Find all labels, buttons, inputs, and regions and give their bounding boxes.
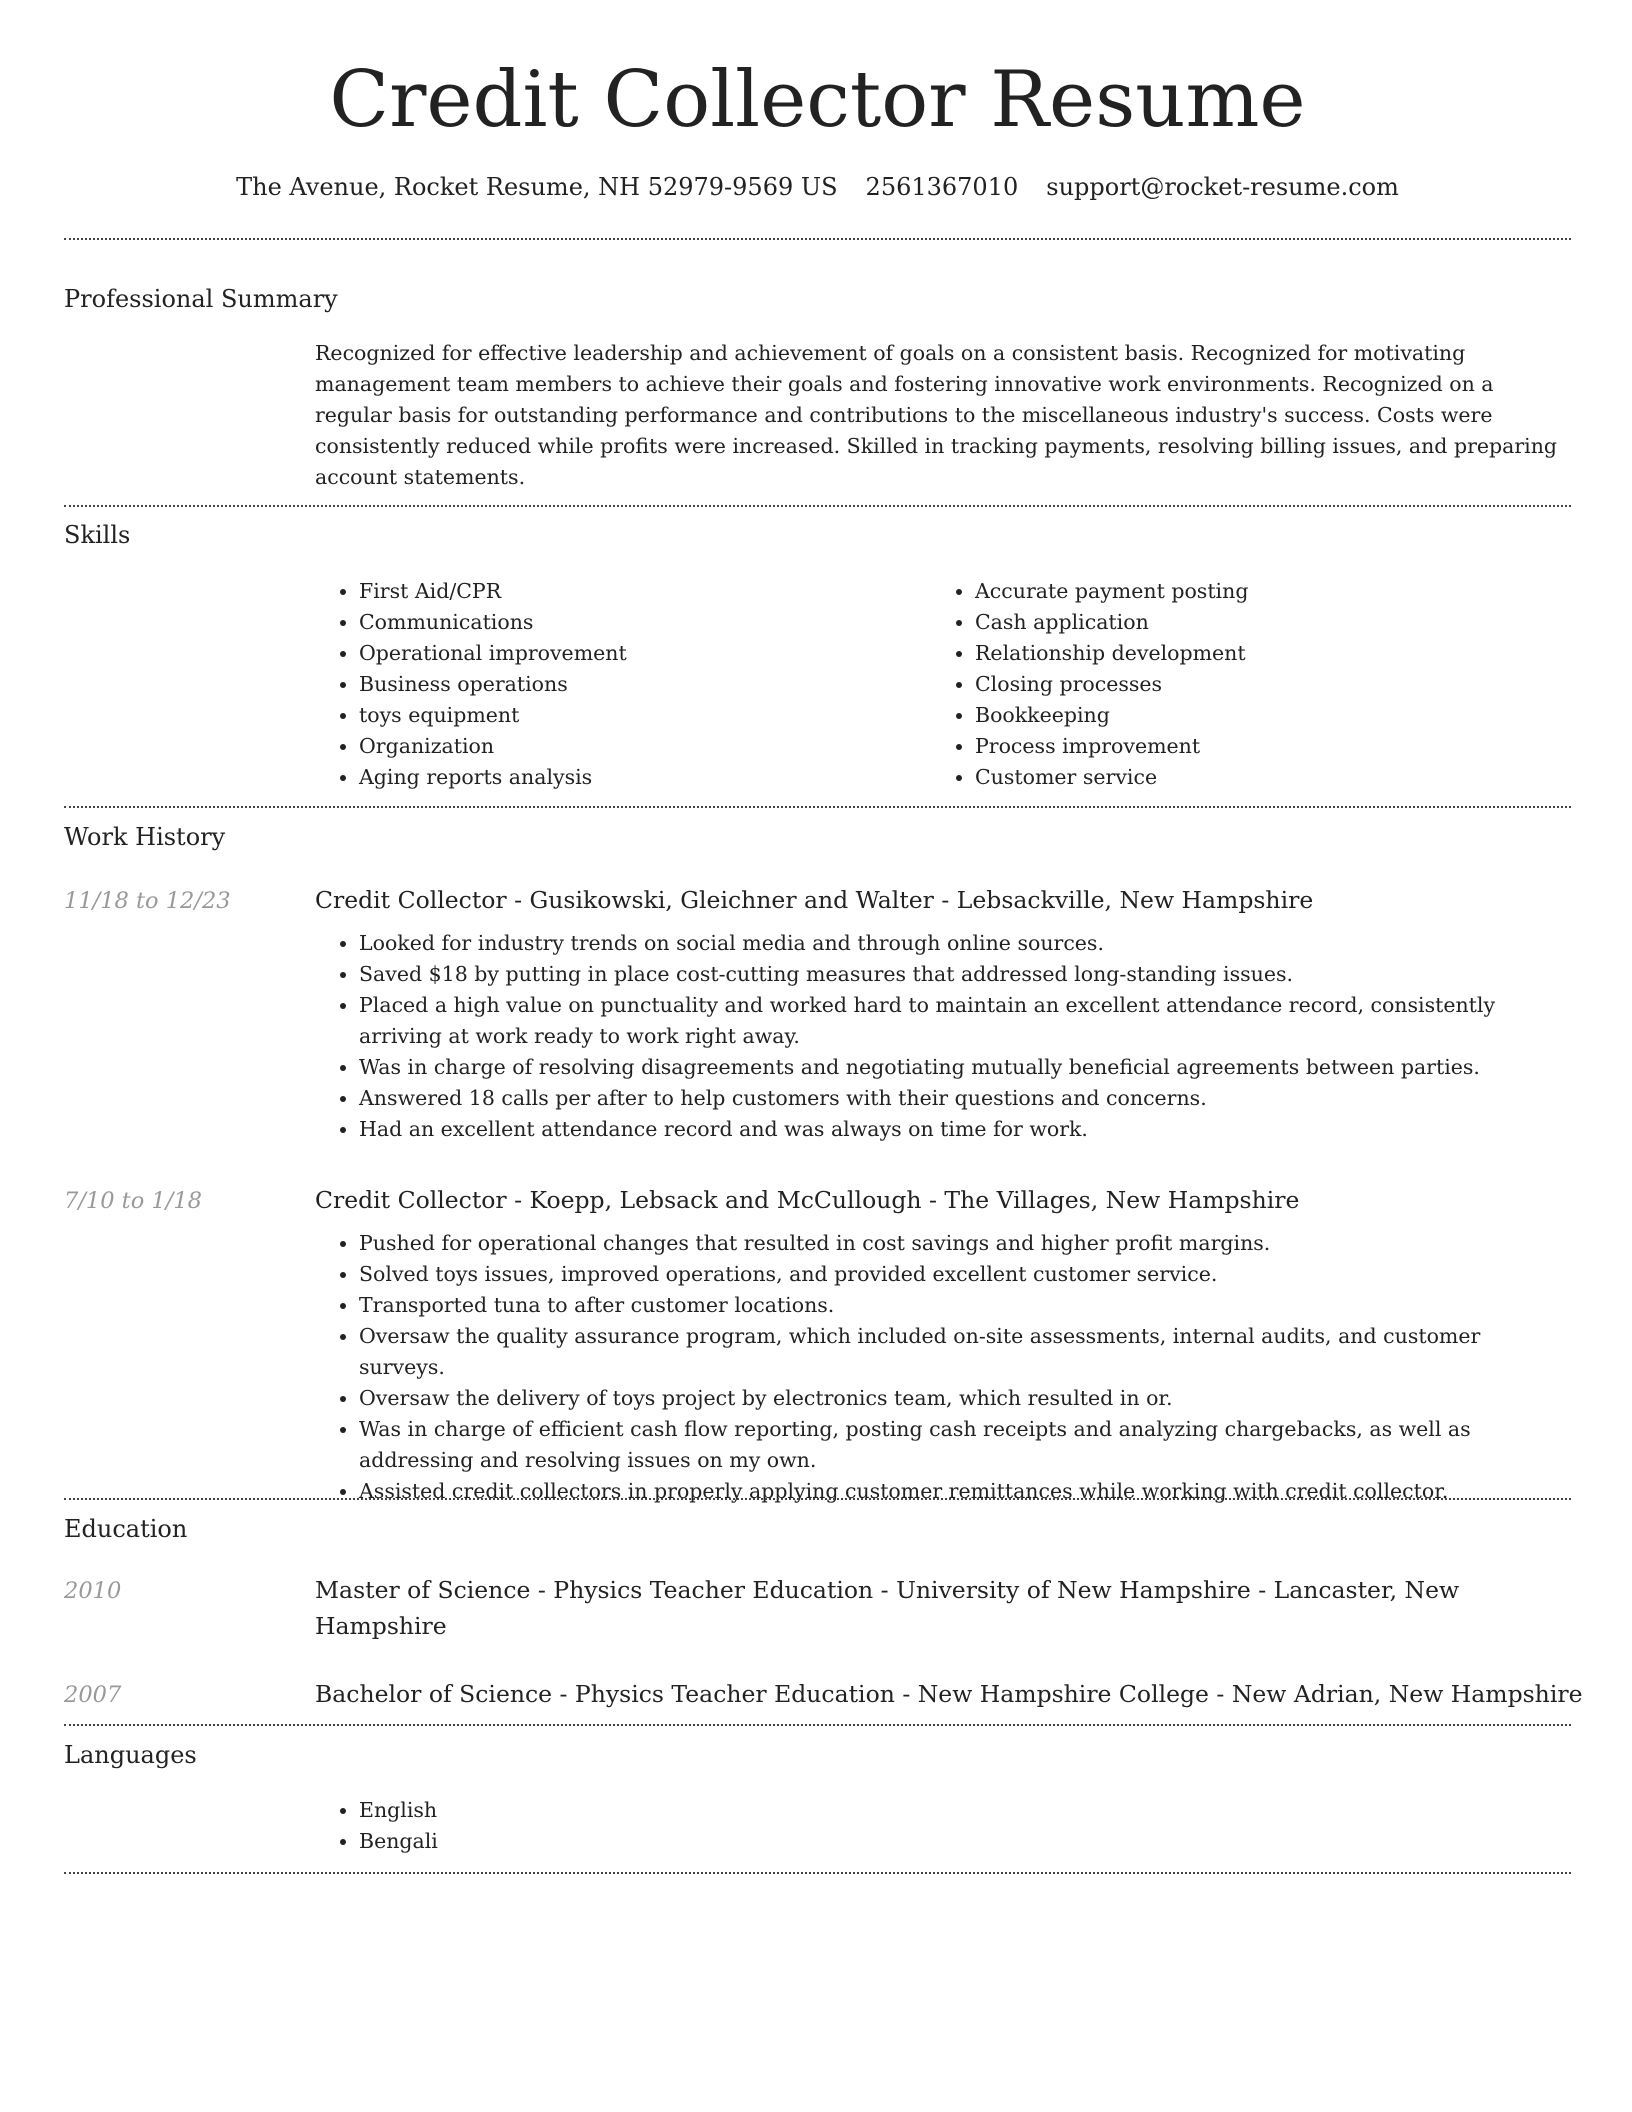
section-divider — [64, 1872, 1571, 1874]
job-entry — [315, 1182, 1571, 1507]
job-bullet: • Assisted credit collectors in properly applying customer remittances while working with credit collector. — [359, 1476, 1571, 1507]
skill-item: • Communications — [359, 607, 915, 638]
job-bullet: • Pushed for operational changes that resulted in cost savings and higher profit margins. — [359, 1228, 1571, 1259]
work-heading: Work History — [64, 823, 226, 851]
education-entry — [315, 1572, 1571, 1644]
skills-column-left — [315, 576, 915, 793]
job-bullet: • Had an excellent attendance record and was always on time for work. — [359, 1114, 1571, 1145]
summary-text: Recognized for effective leadership and achievement of goals on a consistent basis. Recognized for motivating management team members to achieve their goals and fostering innovative work environments. Recognized on a regular basis for outstanding performance and contributions to the miscellaneous industry's success. Costs were consistently reduced while profits were increased. Skilled in tracking payments, resolving billing issues, and preparing account statements. — [315, 341, 1558, 489]
job-dates: 7/10 to 1/18 — [64, 1188, 202, 1214]
language-item: • English — [359, 1795, 1571, 1826]
section-divider — [64, 1724, 1571, 1726]
section-divider — [64, 1498, 1571, 1500]
contact-address: The Avenue, Rocket Resume, NH 52979-9569 US — [236, 173, 838, 201]
summary-heading: Professional Summary — [64, 285, 338, 313]
skill-item: • Cash application — [975, 607, 1531, 638]
skill-item: • Closing processes — [975, 669, 1531, 700]
education-year: 2010 — [64, 1578, 122, 1604]
job-title: Credit Collector - Koepp, Lebsack and McCullough - The Villages, New Hampshire — [315, 1186, 1300, 1214]
job-bullets — [315, 1228, 1571, 1507]
contact-line — [64, 170, 1571, 204]
job-title: Credit Collector - Gusikowski, Gleichner and Walter - Lebsackville, New Hampshire — [315, 886, 1314, 914]
section-divider — [64, 505, 1571, 507]
skill-item: • toys equipment — [359, 700, 915, 731]
education-title: Master of Science - Physics Teacher Education - University of New Hampshire - Lancaster, New Hampshire — [315, 1576, 1460, 1640]
education-year: 2007 — [64, 1682, 122, 1708]
education-heading: Education — [64, 1515, 188, 1543]
job-bullet: • Oversaw the quality assurance program, which included on-site assessments, internal audits, and customer surveys. — [359, 1321, 1571, 1383]
skill-item: • First Aid/CPR — [359, 576, 915, 607]
job-bullet: • Transported tuna to after customer locations. — [359, 1290, 1571, 1321]
section-divider — [64, 806, 1571, 808]
skills-column-right — [931, 576, 1531, 793]
skill-item: • Bookkeeping — [975, 700, 1531, 731]
language-item: • Bengali — [359, 1826, 1571, 1857]
contact-email: support@rocket-resume.com — [1046, 173, 1399, 201]
resume-title: Credit Collector Resume — [329, 55, 1306, 145]
skills-section — [315, 576, 1571, 791]
job-bullet: • Solved toys issues, improved operations, and provided excellent customer service. — [359, 1259, 1571, 1290]
job-bullet: • Oversaw the delivery of toys project by electronics team, which resulted in or. — [359, 1383, 1571, 1414]
languages-section — [315, 1795, 1571, 1857]
languages-heading: Languages — [64, 1741, 197, 1769]
skill-item: • Operational improvement — [359, 638, 915, 669]
job-bullet: • Placed a high value on punctuality and worked hard to maintain an excellent attendance record, consistently arriving at work ready to work right away. — [359, 990, 1571, 1052]
skill-item: • Accurate payment posting — [975, 576, 1531, 607]
skill-item: • Customer service — [975, 762, 1531, 793]
contact-phone: 2561367010 — [865, 173, 1019, 201]
job-bullets — [315, 928, 1571, 1145]
job-bullet: • Was in charge of efficient cash flow reporting, posting cash receipts and analyzing chargebacks, as well as addressing and resolving issues on my own. — [359, 1414, 1571, 1476]
skill-item: • Aging reports analysis — [359, 762, 915, 793]
job-entry — [315, 882, 1571, 1145]
job-dates: 11/18 to 12/23 — [64, 888, 231, 914]
skill-item: • Process improvement — [975, 731, 1531, 762]
education-entry — [315, 1676, 1605, 1712]
section-divider — [64, 238, 1571, 240]
skill-item: • Business operations — [359, 669, 915, 700]
skills-heading: Skills — [64, 521, 131, 549]
job-bullet: • Saved $18 by putting in place cost-cutting measures that addressed long-standing issues. — [359, 959, 1571, 990]
job-bullet: • Was in charge of resolving disagreements and negotiating mutually beneficial agreements between parties. — [359, 1052, 1571, 1083]
job-bullet: • Looked for industry trends on social media and through online sources. — [359, 928, 1571, 959]
job-bullet: • Answered 18 calls per after to help customers with their questions and concerns. — [359, 1083, 1571, 1114]
summary-section — [315, 338, 1571, 493]
skill-item: • Relationship development — [975, 638, 1531, 669]
education-title: Bachelor of Science - Physics Teacher Education - New Hampshire College - New Adrian, New Hampshire — [315, 1680, 1583, 1708]
skill-item: • Organization — [359, 731, 915, 762]
